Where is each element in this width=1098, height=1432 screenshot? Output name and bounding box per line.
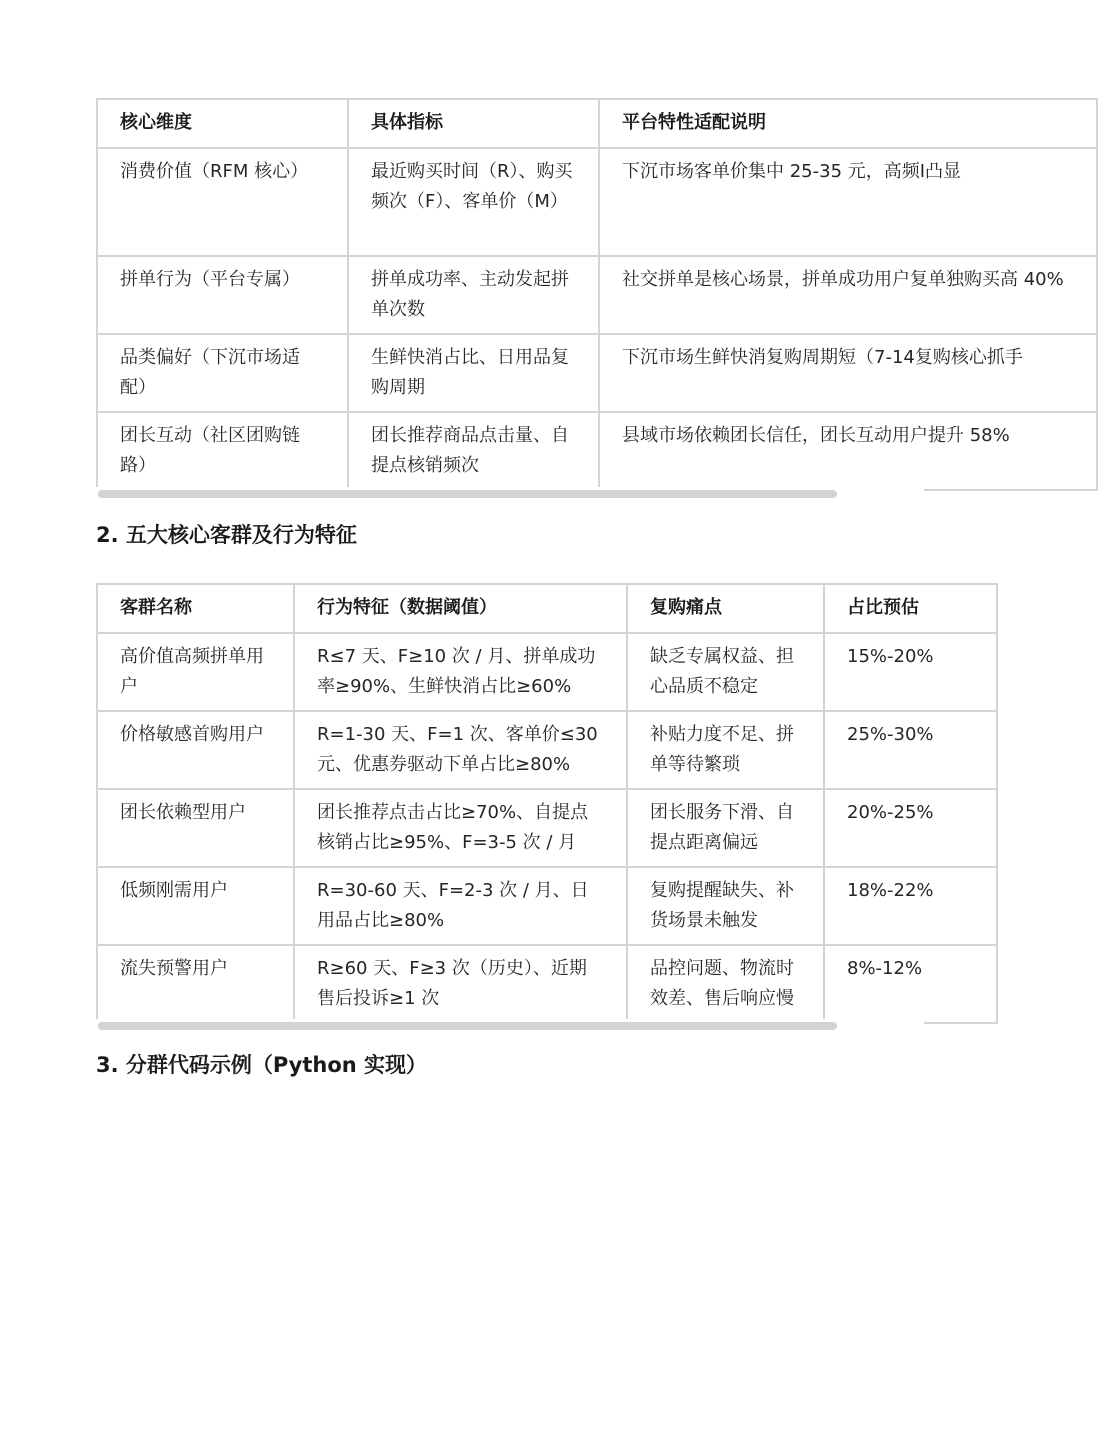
table-row [97,256,1097,334]
table-cell: 品控问题、物流时效差、售后响应慢 [627,945,824,1023]
table-cell: 团长互动（社区团购链路） [97,412,348,490]
section-heading-customer-groups: 2. 五大核心客群及行为特征 [96,523,357,547]
table-row [97,945,997,1023]
table-cell: 消费价值（RFM 核心） [97,148,348,256]
table-cell: 15%-20% [824,633,997,711]
table-row [97,412,1097,490]
table-header-row [97,99,1097,148]
table-cell: R=1-30 天、F=1 次、客单价≤30 元、优惠券驱动下单占比≥80% [294,711,627,789]
table-cell: 18%-22% [824,867,997,945]
section-heading-code-example: 3. 分群代码示例（Python 实现） [96,1053,428,1077]
table-header-row [97,584,997,633]
table-row [97,789,997,867]
table-cell: 下沉市场生鲜快消复购周期短（7-14复购核心抓手 [599,334,1097,412]
table-cell: 拼单行为（平台专属） [97,256,348,334]
table-cell: 20%-25% [824,789,997,867]
scrollbar-thumb[interactable] [98,1022,837,1030]
table-cell: 团长推荐点击占比≥70%、自提点核销占比≥95%、F=3-5 次 / 月 [294,789,627,867]
customer-group-table [96,583,998,1024]
table-cell: 流失预警用户 [97,945,294,1023]
scrollbar-thumb[interactable] [98,490,837,498]
table-cell: 缺乏专属权益、担心品质不稳定 [627,633,824,711]
table-2-scroll-container[interactable] [96,583,934,1033]
table-cell: 团长依赖型用户 [97,789,294,867]
table-cell: 复购提醒缺失、补货场景未触发 [627,867,824,945]
table-row [97,867,997,945]
dimension-table [96,98,1098,491]
column-header: 核心维度 [97,99,348,148]
table-cell: 25%-30% [824,711,997,789]
table-cell: 下沉市场客单价集中 25-35 元，高频Ⅰ凸显 [599,148,1097,256]
table-cell: 团长推荐商品点击量、自提点核销频次 [348,412,599,490]
table-cell: 8%-12% [824,945,997,1023]
horizontal-scrollbar[interactable] [96,487,924,499]
table-cell: 县域市场依赖团长信任，团长互动用户提升 58% [599,412,1097,490]
table-cell: 拼单成功率、主动发起拼单次数 [348,256,599,334]
table-1-scroll-container[interactable] [96,98,1064,501]
table-cell: 低频刚需用户 [97,867,294,945]
table-cell: R=30-60 天、F=2-3 次 / 月、日用品占比≥80% [294,867,627,945]
table-row [97,711,997,789]
table-cell: 品类偏好（下沉市场适配） [97,334,348,412]
table-cell: 最近购买时间（R）、购买频次（F）、客单价（M） [348,148,599,256]
table-cell: 团长服务下滑、自提点距离偏远 [627,789,824,867]
column-header: 行为特征（数据阈值） [294,584,627,633]
table-cell: 补贴力度不足、拼单等待繁琐 [627,711,824,789]
column-header: 复购痛点 [627,584,824,633]
table-cell: R≥60 天、F≥3 次（历史）、近期售后投诉≥1 次 [294,945,627,1023]
table-cell: R≤7 天、F≥10 次 / 月、拼单成功率≥90%、生鲜快消占比≥60% [294,633,627,711]
table-row [97,633,997,711]
table-row [97,334,1097,412]
table-cell: 高价值高频拼单用户 [97,633,294,711]
column-header: 占比预估 [824,584,997,633]
table-cell: 社交拼单是核心场景，拼单成功用户复单独购买高 40% [599,256,1097,334]
column-header: 平台特性适配说明 [599,99,1097,148]
column-header: 客群名称 [97,584,294,633]
table-row [97,148,1097,256]
column-header: 具体指标 [348,99,599,148]
table-cell: 生鲜快消占比、日用品复购周期 [348,334,599,412]
table-cell: 价格敏感首购用户 [97,711,294,789]
horizontal-scrollbar[interactable] [96,1019,924,1031]
